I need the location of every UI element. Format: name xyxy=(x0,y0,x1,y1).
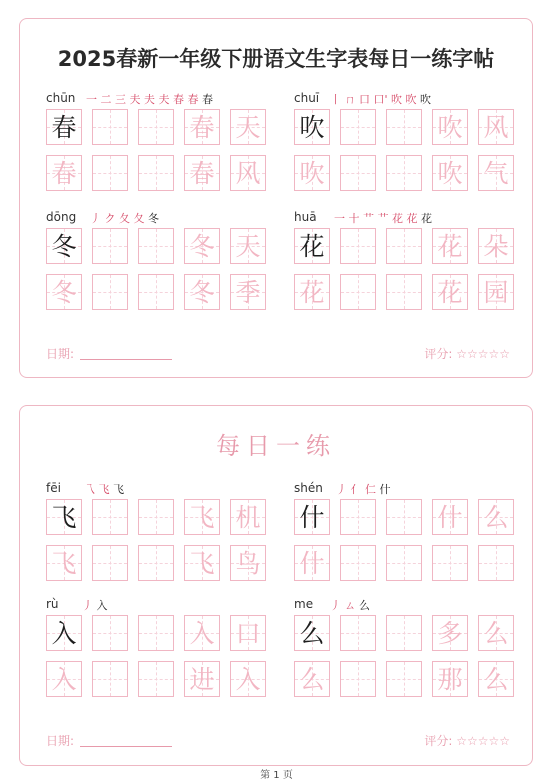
character-block-chui xyxy=(294,91,524,209)
stroke-order: 乁 飞 飞 xyxy=(84,483,124,496)
word-char-cell: 吹 xyxy=(432,155,468,191)
trace-char-cell: 花 xyxy=(294,274,330,310)
stroke-order: 一 十 艹 艹 花 花 花 xyxy=(334,212,432,225)
word-char-cell: 机 xyxy=(230,499,266,535)
word-char-cell: 朵 xyxy=(478,228,514,264)
trace-char-cell: 飞 xyxy=(46,545,82,581)
pinyin-label: huā xyxy=(294,210,317,224)
writing-grid xyxy=(294,615,524,715)
trace-char-cell: 什 xyxy=(294,545,330,581)
trace-char-cell: 春 xyxy=(46,155,82,191)
practice-card-2 xyxy=(19,405,533,766)
word-char-cell: 风 xyxy=(478,109,514,145)
practice-cell[interactable] xyxy=(386,545,422,581)
date-label: 日期: xyxy=(46,347,75,361)
practice-card-1 xyxy=(19,18,533,378)
character-block-fei xyxy=(46,481,276,599)
practice-cell[interactable] xyxy=(92,274,128,310)
practice-cell[interactable] xyxy=(340,109,376,145)
practice-cell[interactable] xyxy=(138,499,174,535)
word-char-cell: 气 xyxy=(478,155,514,191)
character-block-chun xyxy=(46,91,276,209)
date-blank-line[interactable] xyxy=(80,359,172,360)
practice-cell[interactable] xyxy=(92,228,128,264)
word-char-cell: 么 xyxy=(478,499,514,535)
practice-cell[interactable] xyxy=(340,545,376,581)
character-block-hua xyxy=(294,210,524,328)
score-label: 评分: xyxy=(424,734,453,748)
practice-cell[interactable] xyxy=(340,661,376,697)
model-char-cell: 么 xyxy=(294,615,330,651)
pinyin-label: dōng xyxy=(46,210,77,224)
word-char-cell: 飞 xyxy=(184,545,220,581)
trace-char-cell: 冬 xyxy=(46,274,82,310)
model-char-cell: 什 xyxy=(294,499,330,535)
practice-cell[interactable] xyxy=(386,661,422,697)
score-label: 评分: xyxy=(424,347,453,361)
date-field[interactable] xyxy=(46,345,172,362)
practice-cell[interactable] xyxy=(478,545,514,581)
word-char-cell: 飞 xyxy=(184,499,220,535)
word-char-cell: 春 xyxy=(184,155,220,191)
practice-cell[interactable] xyxy=(138,615,174,651)
stroke-order: 丿 ㄙ 么 xyxy=(330,599,370,612)
practice-cell[interactable] xyxy=(340,274,376,310)
practice-cell[interactable] xyxy=(386,615,422,651)
word-char-cell: 口 xyxy=(230,615,266,651)
practice-cell[interactable] xyxy=(92,615,128,651)
practice-cell[interactable] xyxy=(386,499,422,535)
word-char-cell: 那 xyxy=(432,661,468,697)
date-blank-line[interactable] xyxy=(80,746,172,747)
word-char-cell: 什 xyxy=(432,499,468,535)
page-number: 第 1 页 xyxy=(260,770,293,781)
stroke-order: 丨 ㄇ 口 口' 吹 吹 吹 xyxy=(330,93,432,106)
word-char-cell: 多 xyxy=(432,615,468,651)
model-char-cell: 吹 xyxy=(294,109,330,145)
stroke-order: 丿 亻 仁 什 xyxy=(336,483,391,496)
word-char-cell: 进 xyxy=(184,661,220,697)
score-field xyxy=(424,345,510,362)
score-field xyxy=(424,732,510,749)
writing-grid xyxy=(46,615,276,715)
character-block-shen xyxy=(294,481,524,599)
practice-cell[interactable] xyxy=(92,661,128,697)
word-char-cell: 吹 xyxy=(432,109,468,145)
word-char-cell: 入 xyxy=(184,615,220,651)
word-char-cell: 园 xyxy=(478,274,514,310)
practice-cell[interactable] xyxy=(386,109,422,145)
word-char-cell: 春 xyxy=(184,109,220,145)
pinyin-label: rù xyxy=(46,597,59,611)
trace-char-cell: 么 xyxy=(294,661,330,697)
pinyin-label: me xyxy=(294,597,314,611)
character-block-ru xyxy=(46,597,276,715)
practice-cell[interactable] xyxy=(138,228,174,264)
writing-grid xyxy=(46,228,276,328)
pinyin-label: chuī xyxy=(294,91,320,105)
practice-cell[interactable] xyxy=(138,155,174,191)
model-char-cell: 春 xyxy=(46,109,82,145)
writing-grid xyxy=(46,109,276,209)
star-rating-icon[interactable]: ☆☆☆☆☆ xyxy=(456,734,510,748)
worksheet-title: 2025春新一年级下册语文生字表每日一练字帖 xyxy=(57,47,495,71)
pinyin-label: chūn xyxy=(46,91,76,105)
practice-cell[interactable] xyxy=(432,545,468,581)
stroke-order: 丿 ク 夂 夂 冬 xyxy=(90,212,159,225)
practice-cell[interactable] xyxy=(138,274,174,310)
model-char-cell: 冬 xyxy=(46,228,82,264)
practice-cell[interactable] xyxy=(340,615,376,651)
practice-cell[interactable] xyxy=(386,155,422,191)
trace-char-cell: 吹 xyxy=(294,155,330,191)
word-char-cell: 天 xyxy=(230,228,266,264)
word-char-cell: 花 xyxy=(432,228,468,264)
pinyin-label: shén xyxy=(294,481,323,495)
stroke-order: 一 二 三 夫 夫 夫 春 春 春 xyxy=(86,93,213,106)
word-char-cell: 风 xyxy=(230,155,266,191)
writing-grid xyxy=(294,228,524,328)
model-char-cell: 花 xyxy=(294,228,330,264)
word-char-cell: 么 xyxy=(478,615,514,651)
word-char-cell: 冬 xyxy=(184,274,220,310)
word-char-cell: 入 xyxy=(230,661,266,697)
practice-cell[interactable] xyxy=(92,109,128,145)
word-char-cell: 冬 xyxy=(184,228,220,264)
character-block-dong xyxy=(46,210,276,328)
pinyin-label: fēi xyxy=(46,481,61,495)
date-field[interactable] xyxy=(46,732,172,749)
practice-cell[interactable] xyxy=(138,109,174,145)
word-char-cell: 么 xyxy=(478,661,514,697)
date-label: 日期: xyxy=(46,734,75,748)
star-rating-icon[interactable]: ☆☆☆☆☆ xyxy=(456,347,510,361)
word-char-cell: 花 xyxy=(432,274,468,310)
practice-cell[interactable] xyxy=(138,661,174,697)
model-char-cell: 入 xyxy=(46,615,82,651)
practice-cell[interactable] xyxy=(386,274,422,310)
model-char-cell: 飞 xyxy=(46,499,82,535)
practice-cell[interactable] xyxy=(340,228,376,264)
practice-cell[interactable] xyxy=(92,499,128,535)
writing-grid xyxy=(294,109,524,209)
trace-char-cell: 入 xyxy=(46,661,82,697)
word-char-cell: 鸟 xyxy=(230,545,266,581)
character-block-me xyxy=(294,597,524,715)
daily-practice-title: 每日一练 xyxy=(216,432,336,460)
stroke-order: 丿 入 xyxy=(82,599,108,612)
practice-cell[interactable] xyxy=(92,155,128,191)
practice-cell[interactable] xyxy=(92,545,128,581)
writing-grid xyxy=(294,499,524,599)
word-char-cell: 天 xyxy=(230,109,266,145)
practice-cell[interactable] xyxy=(340,499,376,535)
practice-cell[interactable] xyxy=(386,228,422,264)
writing-grid xyxy=(46,499,276,599)
practice-cell[interactable] xyxy=(340,155,376,191)
practice-cell[interactable] xyxy=(138,545,174,581)
word-char-cell: 季 xyxy=(230,274,266,310)
